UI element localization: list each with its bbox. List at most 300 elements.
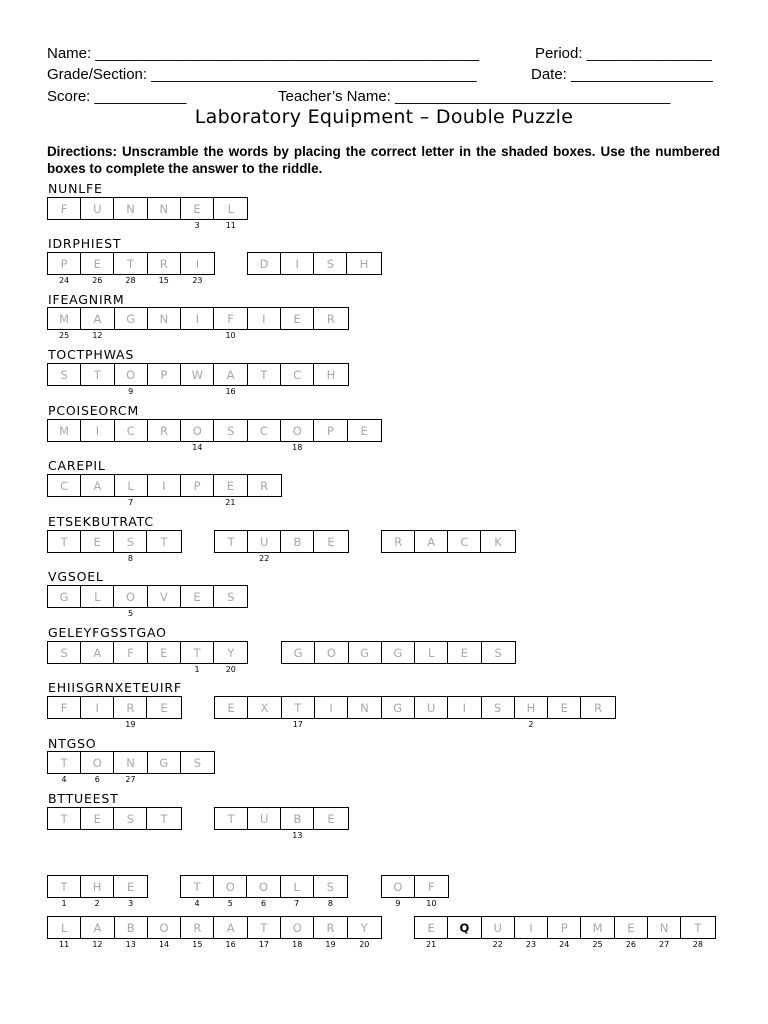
letter: E [327, 534, 335, 549]
letter-box-group [47, 252, 215, 285]
box-number: 5 [128, 609, 134, 618]
letter: R [326, 920, 335, 935]
teacher-name-field[interactable]: Teacher’s Name: _________________________________ [278, 88, 671, 105]
box-number: 7 [128, 498, 134, 507]
letter: W [191, 367, 203, 382]
letter: C [126, 423, 135, 438]
letter-box[interactable] [248, 364, 281, 385]
letter-box[interactable] [115, 420, 148, 441]
letter-box[interactable] [315, 642, 348, 663]
letter-box[interactable] [48, 364, 81, 385]
scrambled-word: VGSOEL [48, 569, 104, 584]
letter-box[interactable] [215, 697, 248, 718]
scrambled-word: ETSEKBUTRATC [48, 514, 154, 529]
letter-box[interactable] [515, 917, 548, 949]
letter-box[interactable] [348, 697, 381, 718]
letter-box[interactable] [114, 752, 147, 784]
letter-box[interactable] [448, 642, 481, 663]
letter: R [394, 534, 403, 549]
letter-box[interactable] [349, 642, 382, 663]
letter-box[interactable] [181, 364, 214, 385]
letter-box[interactable] [314, 364, 347, 385]
letter: E [293, 311, 301, 326]
letter: L [427, 645, 435, 660]
letter: V [159, 589, 168, 604]
letter-box[interactable] [114, 253, 147, 285]
letter: T [227, 534, 235, 549]
letter: O [126, 589, 136, 604]
letter: T [193, 645, 201, 660]
letter: A [93, 478, 102, 493]
letter-box[interactable] [114, 586, 147, 618]
letter-box[interactable] [115, 364, 148, 396]
letter: E [560, 700, 568, 715]
letter-box[interactable] [415, 876, 448, 908]
letter-box-group [47, 585, 248, 618]
letter-box[interactable] [415, 697, 448, 718]
letter-box[interactable] [48, 917, 81, 949]
box-number: 18 [292, 940, 303, 949]
letter: E [193, 201, 201, 216]
letter: S [227, 589, 235, 604]
letter: I [195, 311, 199, 326]
letter-box[interactable] [281, 917, 314, 949]
letter: E [93, 534, 101, 549]
letter-box[interactable] [48, 876, 81, 908]
box-number: 24 [559, 940, 570, 949]
letter-box[interactable] [248, 308, 281, 329]
letter-box[interactable] [115, 475, 148, 507]
letter-box[interactable] [114, 198, 147, 219]
letter: S [126, 811, 135, 826]
letter-box[interactable] [314, 420, 347, 441]
letter-box[interactable] [347, 253, 380, 274]
letter-box-group [47, 751, 215, 784]
letter-box-group [214, 530, 349, 563]
letter-box[interactable] [581, 917, 614, 949]
letter: O [326, 645, 336, 660]
letter: G [293, 645, 303, 660]
letter-box[interactable] [81, 420, 114, 441]
letter-box[interactable] [282, 697, 315, 729]
box-number: 11 [225, 221, 236, 230]
letter-box[interactable] [148, 752, 181, 773]
letter: R [160, 423, 169, 438]
letter-box[interactable] [615, 917, 648, 949]
letter-box[interactable] [181, 917, 214, 949]
letter-box-group [214, 696, 616, 729]
letter-box[interactable] [214, 420, 247, 441]
box-number: 15 [158, 276, 169, 285]
letter: G [126, 311, 136, 326]
letter-box-group [214, 807, 349, 840]
letter-box[interactable] [81, 642, 114, 663]
letter-box[interactable] [48, 253, 81, 285]
letter-box[interactable] [415, 917, 448, 949]
letter: R [326, 311, 335, 326]
letter-box[interactable] [248, 475, 281, 496]
letter: O [393, 879, 403, 894]
letter: R [126, 700, 135, 715]
letter-box[interactable] [382, 697, 415, 718]
letter-box[interactable] [48, 531, 81, 552]
letter-box[interactable] [348, 917, 381, 949]
letter: I [95, 423, 100, 438]
letter: U [260, 811, 269, 826]
letter: N [159, 201, 169, 216]
scrambled-word: IFEAGNIRM [48, 292, 125, 307]
letter-box[interactable] [214, 198, 247, 230]
letter: U [493, 920, 502, 935]
letter-box[interactable] [247, 876, 280, 908]
letter: P [193, 478, 201, 493]
box-number: 28 [692, 940, 703, 949]
score-field[interactable]: Score: ___________ [47, 88, 187, 105]
letter: P [560, 920, 568, 935]
letter-box[interactable] [181, 198, 214, 230]
letter: E [93, 256, 101, 271]
letter-box[interactable] [114, 876, 147, 908]
letter: R [193, 920, 202, 935]
letter: L [94, 589, 101, 604]
letter-box[interactable] [148, 420, 181, 441]
letter: T [60, 755, 68, 770]
letter-box[interactable] [48, 642, 81, 663]
letter: P [160, 367, 168, 382]
letter: G [393, 645, 403, 660]
box-number: 21 [225, 498, 236, 507]
letter-box[interactable] [248, 917, 281, 949]
letter: Y [360, 920, 368, 935]
letter: F [60, 700, 68, 715]
letter-box-group [47, 530, 182, 563]
letter-box[interactable] [248, 531, 281, 563]
letter-box[interactable] [114, 697, 147, 729]
letter: N [659, 920, 669, 935]
letter-box[interactable] [148, 917, 181, 949]
letter: T [60, 534, 68, 549]
letter: O [258, 879, 269, 894]
letter-box[interactable] [581, 697, 614, 718]
letter-box-group [47, 474, 282, 507]
letter: T [227, 811, 235, 826]
letter-box[interactable] [148, 642, 181, 663]
letter-box[interactable] [648, 917, 681, 949]
box-number: 20 [225, 665, 236, 674]
letter-box[interactable] [548, 697, 581, 718]
letter-box[interactable] [115, 917, 148, 949]
letter: A [427, 534, 436, 549]
scrambled-word: PCOISEORCM [48, 403, 140, 418]
letter-box[interactable] [281, 253, 314, 274]
letter-box[interactable] [482, 642, 515, 663]
letter-box[interactable] [481, 531, 514, 552]
letter: S [60, 367, 68, 382]
letter-box[interactable] [181, 253, 214, 285]
letter-box[interactable] [81, 198, 114, 219]
letter: T [60, 879, 68, 894]
letter: S [494, 645, 502, 660]
box-number: 19 [325, 940, 336, 949]
letter: T [93, 367, 101, 382]
letter-box[interactable] [281, 308, 314, 329]
box-number: 18 [292, 443, 303, 452]
letter: A [226, 920, 235, 935]
letter-box[interactable] [181, 876, 214, 908]
letter-box[interactable] [147, 697, 180, 718]
letter-box[interactable] [81, 752, 114, 784]
letter-box[interactable] [48, 586, 81, 607]
letter: N [126, 201, 135, 216]
letter-box[interactable] [81, 308, 114, 340]
letter: G [59, 589, 69, 604]
letter-box[interactable] [214, 586, 247, 607]
letter-box[interactable] [181, 475, 214, 496]
box-number: 25 [592, 940, 603, 949]
letter: T [193, 879, 201, 894]
letter-box[interactable] [181, 586, 214, 607]
letter-box[interactable] [81, 253, 114, 285]
period-field[interactable]: Period: _______________ [535, 45, 712, 62]
letter-box[interactable] [148, 586, 181, 607]
letter-box[interactable] [181, 752, 214, 773]
box-number: 9 [128, 387, 134, 396]
name-field[interactable]: Name: ______________________________________________ [47, 45, 480, 62]
letter: S [60, 645, 68, 660]
letter-box[interactable] [48, 475, 81, 496]
letter: F [428, 879, 435, 894]
letter: B [126, 920, 135, 935]
letter-box[interactable] [548, 917, 581, 949]
letter: S [193, 755, 202, 770]
grade-section-field[interactable]: Grade/Section: _______________________________________ [47, 66, 477, 83]
letter-box[interactable] [314, 917, 347, 949]
letter: I [462, 700, 467, 715]
letter-box[interactable] [348, 420, 381, 441]
letter-box[interactable] [248, 808, 281, 829]
letter: T [160, 534, 168, 549]
letter-box[interactable] [215, 531, 248, 552]
letter-box[interactable] [181, 420, 214, 452]
letter-box-group [381, 875, 449, 908]
letter-box[interactable] [248, 697, 281, 718]
box-number: 24 [59, 276, 70, 285]
letter-box[interactable] [482, 697, 515, 718]
letter: O [292, 423, 302, 438]
letter-box[interactable] [482, 917, 515, 949]
box-number: 2 [94, 899, 100, 908]
letter-box-group [47, 875, 148, 908]
box-number: 1 [61, 899, 67, 908]
letter-box[interactable] [448, 531, 481, 552]
box-number: 10 [426, 899, 437, 908]
letter-box[interactable] [181, 642, 214, 674]
letter-box[interactable] [214, 364, 247, 396]
letter-box-group [414, 916, 716, 949]
letter-box[interactable] [48, 752, 81, 784]
box-number: 14 [158, 940, 170, 949]
letter-box[interactable] [48, 808, 81, 829]
scrambled-word: IDRPHIEST [48, 236, 122, 251]
letter-box[interactable] [48, 697, 81, 718]
box-number: 13 [292, 831, 303, 840]
letter: I [295, 256, 299, 271]
letter-box[interactable] [147, 531, 180, 552]
letter: I [195, 256, 200, 271]
letter-box[interactable] [81, 917, 114, 949]
box-number: 25 [59, 331, 70, 340]
letter-box[interactable] [215, 808, 248, 829]
letter-box[interactable] [248, 420, 281, 441]
letter: A [226, 367, 235, 382]
letter-box[interactable] [148, 308, 181, 329]
letter: C [60, 478, 69, 493]
letter-box[interactable] [382, 531, 415, 552]
letter-box-group [180, 875, 348, 908]
box-number: 11 [59, 940, 70, 949]
box-number: 6 [94, 775, 100, 784]
letter: P [327, 423, 334, 438]
letter-box[interactable] [115, 308, 148, 329]
box-number: 22 [259, 554, 270, 563]
letter-box[interactable] [48, 308, 81, 340]
letter: T [126, 256, 135, 271]
letter-box[interactable] [214, 876, 247, 908]
letter-box[interactable] [81, 531, 114, 552]
letter: A [93, 645, 102, 660]
letter-box[interactable] [314, 253, 347, 274]
box-number: 27 [125, 775, 136, 784]
scrambled-word: NTGSO [48, 736, 97, 751]
scrambled-word: NUNLFE [48, 181, 103, 196]
letter: M [592, 920, 603, 935]
letter: S [326, 256, 335, 271]
letter: C [259, 423, 268, 438]
letter-box[interactable] [281, 420, 314, 452]
letter-box[interactable] [281, 808, 314, 840]
letter: C [460, 534, 469, 549]
box-number: 23 [525, 940, 537, 949]
letter-box[interactable] [148, 198, 181, 219]
letter-box[interactable] [314, 876, 347, 908]
box-number: 22 [492, 940, 503, 949]
letter: E [627, 920, 635, 935]
box-number: 16 [225, 940, 236, 949]
letter: L [60, 920, 68, 935]
letter: E [227, 700, 235, 715]
letter-box[interactable] [382, 876, 415, 908]
letter: B [293, 811, 302, 826]
box-number: 20 [359, 940, 370, 949]
letter: L [127, 478, 134, 493]
letter-box-group [381, 530, 516, 553]
letter-box[interactable] [81, 876, 114, 908]
letter: O [159, 920, 169, 935]
letter: M [59, 423, 70, 438]
letter: A [93, 311, 102, 326]
box-number: 6 [260, 899, 267, 908]
letter-box[interactable] [415, 642, 448, 663]
letter-box[interactable] [315, 697, 348, 718]
letter: N [159, 311, 169, 326]
letter-box[interactable] [214, 917, 247, 949]
letter-box-group [47, 641, 248, 674]
letter-box[interactable] [214, 475, 247, 507]
letter-box[interactable] [214, 308, 247, 340]
letter: B [293, 534, 302, 549]
letter: K [494, 534, 502, 549]
letter-box[interactable] [81, 697, 114, 718]
letter: E [226, 478, 235, 493]
letter: S [126, 534, 135, 549]
letter-box[interactable] [281, 876, 314, 908]
box-number: 10 [225, 331, 236, 340]
letter-box[interactable] [314, 531, 347, 552]
letter-box[interactable] [114, 808, 147, 829]
letter: U [426, 700, 436, 715]
letter-box-group [47, 197, 248, 230]
letter-box[interactable] [48, 420, 81, 441]
letter: I [95, 700, 99, 715]
box-number: 19 [125, 720, 136, 729]
scrambled-word: CAREPIL [48, 458, 106, 473]
letter: R [260, 478, 269, 493]
letter: O [225, 879, 235, 894]
letter-box[interactable] [147, 808, 180, 829]
letter-box[interactable] [314, 308, 347, 329]
letter: H [326, 367, 336, 382]
box-number: 23 [192, 276, 203, 285]
letter-box[interactable] [81, 475, 114, 496]
letter-box[interactable] [382, 642, 415, 663]
letter-box-group [47, 419, 382, 452]
letter-box[interactable] [114, 642, 147, 663]
letter: O [92, 755, 102, 770]
date-field[interactable]: Date: _________________ [531, 66, 713, 83]
letter: R [159, 256, 168, 271]
letter-box[interactable] [148, 253, 181, 285]
letter-box[interactable] [281, 364, 314, 385]
letter: N [360, 700, 369, 715]
letter-box[interactable] [81, 364, 114, 385]
letter-box[interactable] [415, 531, 448, 552]
letter-box[interactable] [248, 253, 281, 274]
letter-box[interactable] [148, 364, 181, 385]
letter-box[interactable] [448, 697, 481, 718]
letter-box[interactable] [81, 808, 114, 829]
box-number: 7 [294, 899, 300, 908]
letter: H [359, 256, 369, 271]
letter-box[interactable] [681, 917, 714, 949]
letter-box[interactable] [214, 642, 247, 674]
letter-box[interactable] [148, 475, 181, 496]
letter: S [494, 700, 502, 715]
letter: O [126, 367, 136, 382]
letter-box[interactable] [282, 642, 315, 663]
letter-box[interactable] [281, 531, 314, 552]
letter: O [292, 920, 302, 935]
letter: E [93, 811, 101, 826]
letter-box[interactable] [448, 917, 481, 938]
letter-box[interactable] [48, 198, 81, 219]
letter: H [92, 879, 102, 894]
letter-box[interactable] [114, 531, 147, 563]
letter-box[interactable] [81, 586, 114, 607]
letter: M [59, 311, 70, 326]
letter-box[interactable] [515, 697, 548, 729]
letter-box[interactable] [181, 308, 214, 329]
letter-box[interactable] [314, 808, 347, 829]
